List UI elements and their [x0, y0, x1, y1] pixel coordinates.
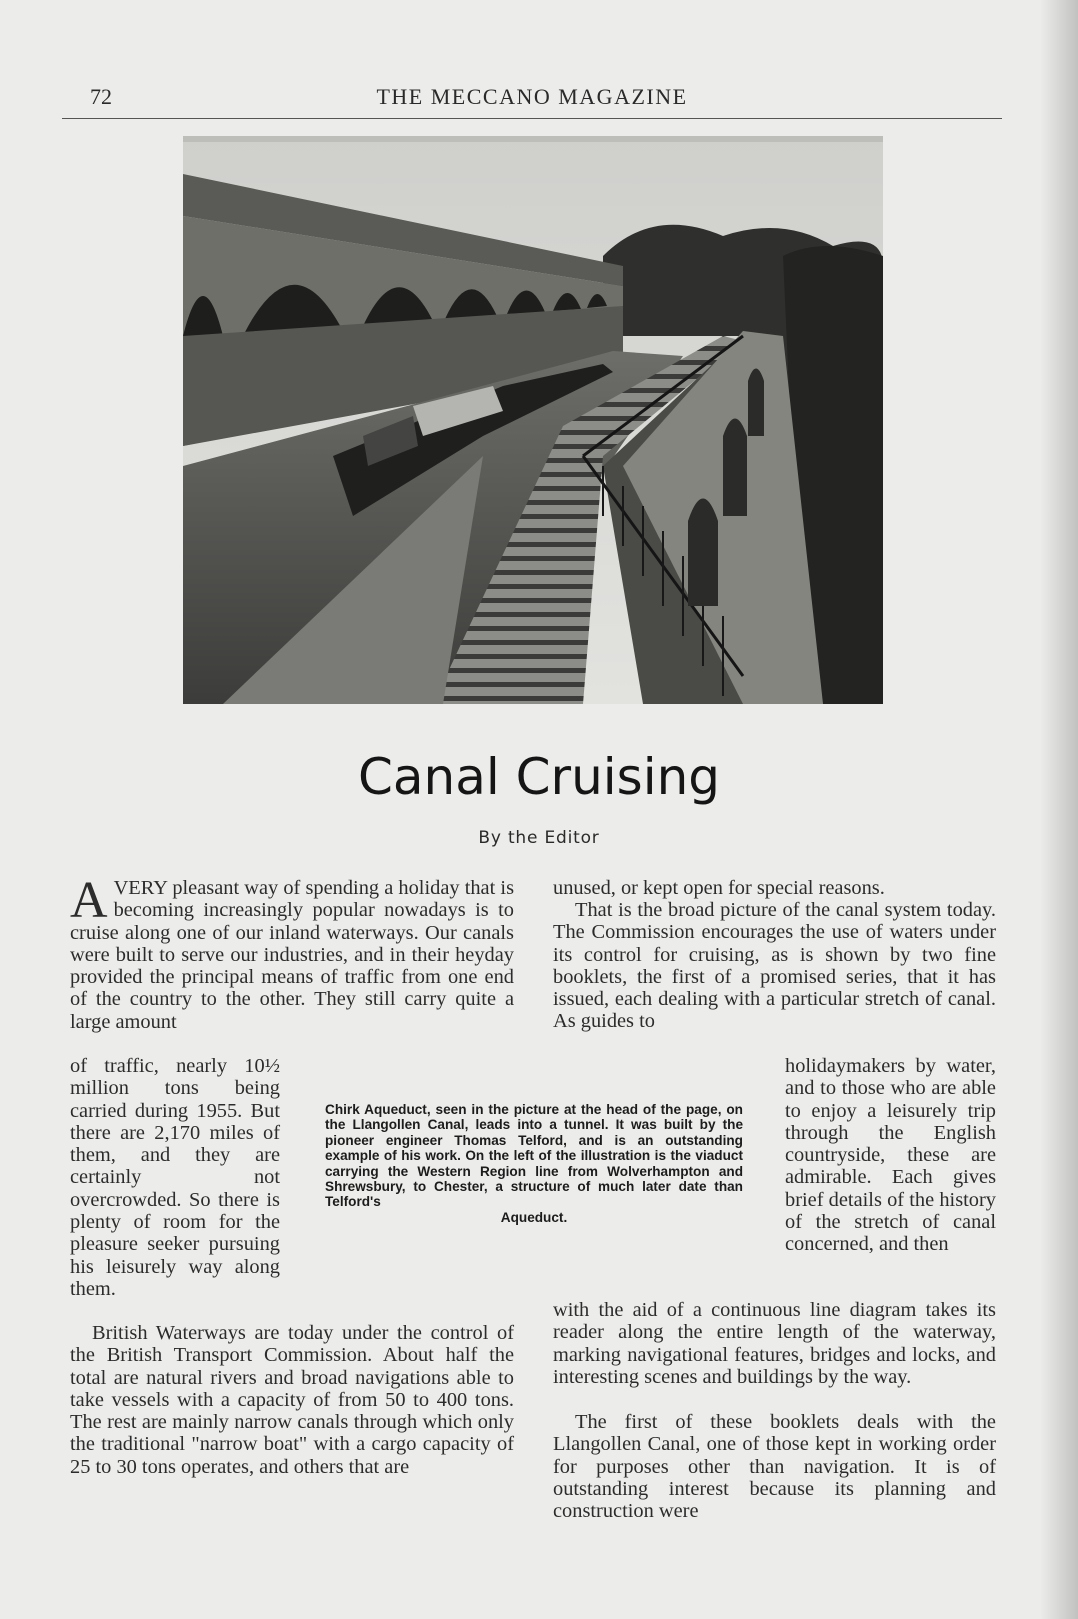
- page-edge-shadow: [1040, 0, 1078, 1619]
- right-column-p0: unused, or kept open for special reasons.: [553, 877, 885, 899]
- aqueduct-photo: [183, 136, 883, 704]
- left-column-intro: [70, 872, 514, 1033]
- drop-cap: A: [70, 872, 108, 929]
- article-title: Canal Cruising: [357, 748, 721, 806]
- aqueduct-photo-icon: [183, 136, 883, 704]
- caption-text: Chirk Aqueduct, seen in the picture at the head of the page, on the Llangollen Canal, leads into a tunnel. It was built by the pioneer engineer Thomas Telford, and is an outstanding example of his work. On the left of the illustration is the viaduct carrying the Western Region line from Wolverhampton and Shrewsbury, to Chester, a structure of much later date than Telford's: [325, 1102, 743, 1210]
- right-column-p2: The first of these booklets deals with the Llangollen Canal, one of those kept in working order for purposes other than navigation. It is of outstanding interest because its planning and construction were: [553, 1411, 996, 1523]
- photo-caption: [325, 1102, 743, 1225]
- magazine-title: THE MECCANO MAGAZINE: [376, 84, 688, 109]
- page-number: 72: [90, 84, 112, 109]
- right-column-narrow: holidaymakers by water, and to those who are able to enjoy a leisurely trip through the English countryside, these are admirable. Each gives brief details of the history of the stretch of canal concerned, and then: [785, 1055, 996, 1256]
- caption-last-line: Aqueduct.: [500, 1209, 568, 1225]
- right-column-p1-top: That is the broad picture of the canal system today. The Commission encourages the use of waters under its control for cruising, as is shown by two fine booklets, the first of a promised series, that it has issued, each dealing with a particular stretch of canal. As guides to: [553, 899, 996, 1033]
- right-column-p1-bottom: with the aid of a continuous line diagram takes its reader along the entire length of the waterway, marking navigational features, bridges and locks, and interesting scenes and buildings by the way.: [553, 1299, 996, 1388]
- article-byline: By the Editor: [478, 828, 600, 848]
- left-column-narrow: of traffic, nearly 10½ million tons being carried during 1955. But there are 2,170 miles of them, and they are certainly not overcrowded. So there is plenty of room for the pleasure seeker pursuing his leisurely way along them.: [70, 1055, 280, 1300]
- left-column-p2: British Waterways are today under the control of the British Transport Commission. About half the total are natural rivers and broad navigations able to take vessels with a capacity of from 50 to 400 tons. The rest are mainly narrow canals through which only the traditional "narrow boat" with a cargo capacity of 25 to 30 tons operates, and others that are: [70, 1322, 514, 1478]
- page-header: [62, 82, 1002, 119]
- left-col-p1-top: VERY pleasant way of spending a holiday that is becoming increasingly popular nowadays is to cruise along one of our inland waterways. Our canals were built to serve our industries, and in their heyday provided the principal means of traffic from one end of the country to the other. They still carry quite a large amount: [70, 877, 514, 1033]
